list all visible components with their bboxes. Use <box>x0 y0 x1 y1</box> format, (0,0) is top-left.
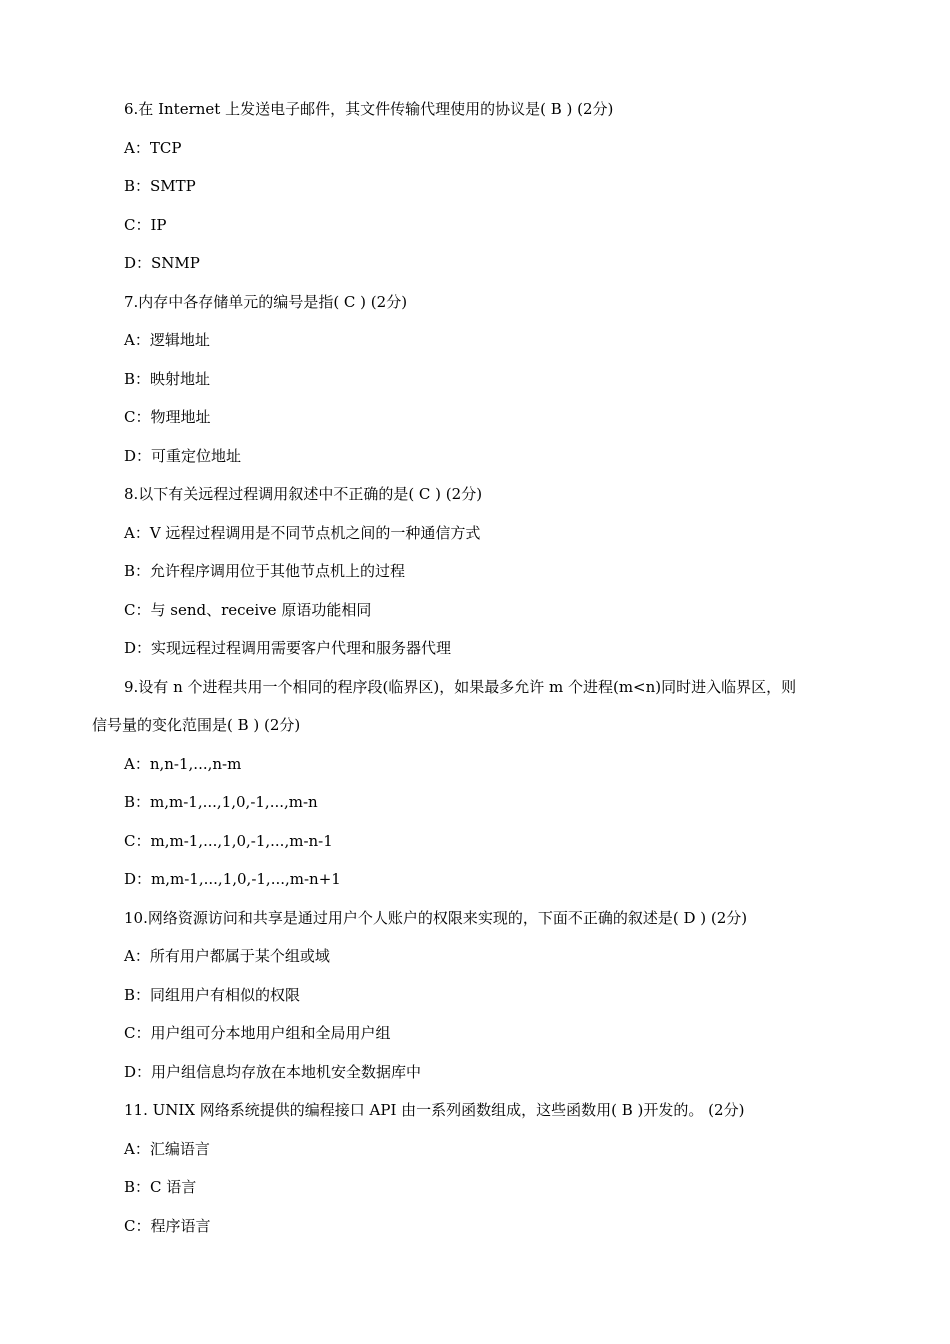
question-11-option-c: C：程序语言 <box>124 1217 211 1235</box>
question-6-option-a: A：TCP <box>124 139 182 157</box>
question-7-stem: 7.内存中各存储单元的编号是指( C ) (2分) <box>124 293 408 311</box>
question-6-option-b: B：SMTP <box>124 177 196 195</box>
question-7-option-b: B：映射地址 <box>124 370 211 388</box>
question-10-stem: 10.网络资源访问和共享是通过用户个人账户的权限来实现的，下面不正确的叙述是( D ) (2分) <box>124 909 748 927</box>
question-9-stem-continued: 信号量的变化范围是( B ) (2分) <box>92 716 301 734</box>
question-8-stem: 8.以下有关远程过程调用叙述中不正确的是( C ) (2分) <box>124 485 483 503</box>
question-6-option-c: C：IP <box>124 216 167 234</box>
question-7-option-c: C：物理地址 <box>124 408 211 426</box>
question-11-option-a: A：汇编语言 <box>124 1140 210 1158</box>
question-7-option-a: A：逻辑地址 <box>124 331 210 349</box>
question-6-stem: 6.在 Internet 上发送电子邮件，其文件传输代理使用的协议是( B ) (2分) <box>124 100 614 118</box>
question-8-option-b: B：允许程序调用位于其他节点机上的过程 <box>124 562 406 580</box>
question-11-option-b: B：C 语言 <box>124 1178 197 1196</box>
question-8-option-a: A：V 远程过程调用是不同节点机之间的一种通信方式 <box>124 524 481 542</box>
question-10-option-b: B：同组用户有相似的权限 <box>124 986 301 1004</box>
question-8-option-d: D：实现远程过程调用需要客户代理和服务器代理 <box>124 639 452 657</box>
question-6-option-d: D：SNMP <box>124 254 200 272</box>
question-7-option-d: D：可重定位地址 <box>124 447 242 465</box>
question-10-option-d: D：用户组信息均存放在本地机安全数据库中 <box>124 1063 422 1081</box>
question-9-option-a: A：n,n-1,...,n-m <box>124 755 242 773</box>
question-10-option-c: C：用户组可分本地用户组和全局用户组 <box>124 1024 391 1042</box>
question-9-option-b: B：m,m-1,...,1,0,-1,...,m-n <box>124 793 318 811</box>
question-9-option-d: D：m,m-1,...,1,0,-1,...,m-n+1 <box>124 870 341 888</box>
question-9-option-c: C：m,m-1,...,1,0,-1,...,m-n-1 <box>124 832 333 850</box>
question-11-stem: 11. UNIX 网络系统提供的编程接口 API 由一系列函数组成，这些函数用( B )开发的。 (2分) <box>124 1101 745 1119</box>
question-9-stem: 9.设有 n 个进程共用一个相同的程序段(临界区)，如果最多允许 m 个进程(m<n)同时进入临界区，则 <box>124 678 797 696</box>
question-10-option-a: A：所有用户都属于某个组或域 <box>124 947 330 965</box>
question-8-option-c: C：与 send、receive 原语功能相同 <box>124 601 372 619</box>
